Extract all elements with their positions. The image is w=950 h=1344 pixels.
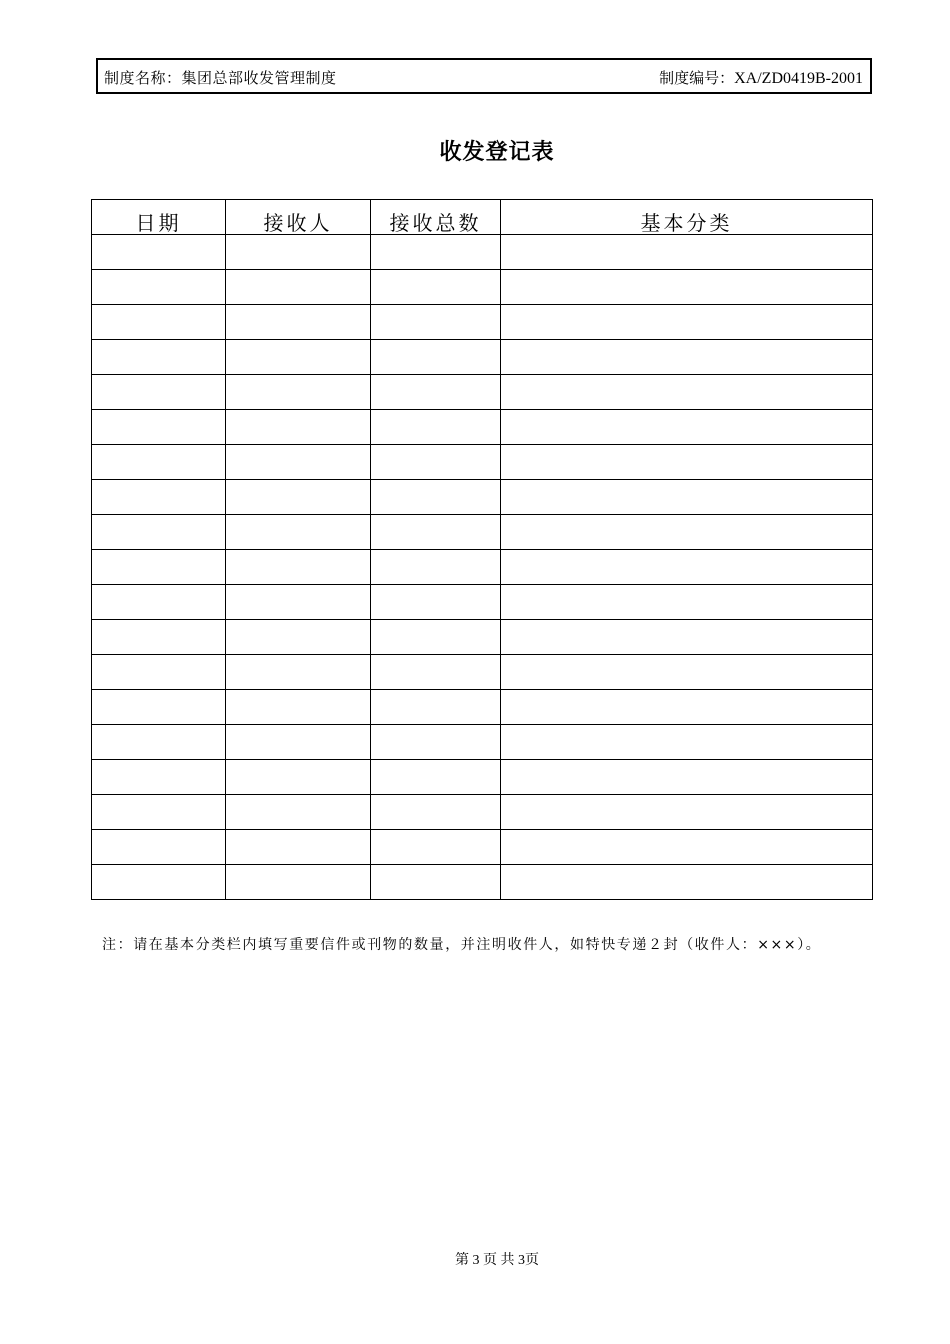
cell-receiver <box>226 725 371 760</box>
cell-category <box>501 620 873 655</box>
cell-date <box>92 760 226 795</box>
table-row <box>92 445 873 480</box>
cell-category <box>501 340 873 375</box>
cell-total <box>371 480 501 515</box>
cell-receiver <box>226 305 371 340</box>
cell-receiver <box>226 760 371 795</box>
cell-category <box>501 655 873 690</box>
table-row <box>92 655 873 690</box>
table-row <box>92 235 873 270</box>
document-header <box>96 58 872 94</box>
cell-category <box>501 725 873 760</box>
system-name: 制度名称：集团总部收发管理制度 <box>104 69 337 87</box>
cell-total <box>371 865 501 900</box>
cell-total <box>371 830 501 865</box>
cell-receiver <box>226 445 371 480</box>
table-note: 注：请在基本分类栏内填写重要信件或刊物的数量，并注明收件人，如特快专递２封（收件人：×××）。 <box>102 937 822 953</box>
cell-date <box>92 550 226 585</box>
cell-date <box>92 725 226 760</box>
cell-category <box>501 865 873 900</box>
cell-receiver <box>226 550 371 585</box>
system-code <box>659 67 863 88</box>
page-title: 收发登记表 <box>439 140 555 165</box>
cell-receiver <box>226 480 371 515</box>
cell-total <box>371 760 501 795</box>
cell-date <box>92 515 226 550</box>
cell-date <box>92 410 226 445</box>
cell-date <box>92 655 226 690</box>
table-row <box>92 270 873 305</box>
table-row <box>92 620 873 655</box>
system-code-value: XA/ZD0419B-2001 <box>734 70 863 87</box>
cell-receiver <box>226 655 371 690</box>
cell-total <box>371 340 501 375</box>
cell-category <box>501 830 873 865</box>
cell-total <box>371 445 501 480</box>
cell-date <box>92 620 226 655</box>
cell-category <box>501 760 873 795</box>
table-row <box>92 865 873 900</box>
column-header-date: 日期 <box>92 200 226 235</box>
cell-total <box>371 795 501 830</box>
table-header-row <box>92 200 873 235</box>
table-row <box>92 410 873 445</box>
page-footer: 第 3 页 共 3页 <box>455 1253 539 1268</box>
cell-category <box>501 585 873 620</box>
cell-total <box>371 375 501 410</box>
cell-total <box>371 270 501 305</box>
cell-receiver <box>226 620 371 655</box>
cell-receiver <box>226 270 371 305</box>
table-row <box>92 375 873 410</box>
cell-category <box>501 375 873 410</box>
table-row <box>92 830 873 865</box>
table-row <box>92 305 873 340</box>
cell-date <box>92 585 226 620</box>
cell-category <box>501 235 873 270</box>
table-row <box>92 690 873 725</box>
cell-category <box>501 795 873 830</box>
table-row <box>92 550 873 585</box>
cell-date <box>92 445 226 480</box>
cell-receiver <box>226 410 371 445</box>
cell-date <box>92 795 226 830</box>
cell-category <box>501 690 873 725</box>
cell-date <box>92 690 226 725</box>
cell-total <box>371 235 501 270</box>
cell-total <box>371 550 501 585</box>
cell-date <box>92 865 226 900</box>
cell-receiver <box>226 795 371 830</box>
cell-receiver <box>226 830 371 865</box>
cell-date <box>92 830 226 865</box>
table-body <box>92 235 873 900</box>
cell-category <box>501 515 873 550</box>
cell-date <box>92 375 226 410</box>
table-row <box>92 515 873 550</box>
cell-category <box>501 270 873 305</box>
table-row <box>92 760 873 795</box>
table-row <box>92 340 873 375</box>
cell-total <box>371 620 501 655</box>
cell-receiver <box>226 515 371 550</box>
cell-receiver <box>226 865 371 900</box>
cell-date <box>92 235 226 270</box>
cell-category <box>501 305 873 340</box>
register-table <box>91 199 873 900</box>
cell-total <box>371 725 501 760</box>
table-row <box>92 480 873 515</box>
cell-category <box>501 550 873 585</box>
cell-receiver <box>226 585 371 620</box>
cell-category <box>501 480 873 515</box>
cell-date <box>92 270 226 305</box>
cell-total <box>371 515 501 550</box>
cell-total <box>371 410 501 445</box>
cell-receiver <box>226 235 371 270</box>
cell-receiver <box>226 690 371 725</box>
column-header-total: 接收总数 <box>371 200 501 235</box>
system-code-label: 制度编号： <box>659 69 735 87</box>
cell-total <box>371 585 501 620</box>
cell-category <box>501 445 873 480</box>
table-row <box>92 585 873 620</box>
column-header-receiver: 接收人 <box>226 200 371 235</box>
cell-date <box>92 340 226 375</box>
cell-receiver <box>226 375 371 410</box>
cell-date <box>92 305 226 340</box>
cell-total <box>371 305 501 340</box>
cell-date <box>92 480 226 515</box>
cell-receiver <box>226 340 371 375</box>
cell-category <box>501 410 873 445</box>
cell-total <box>371 690 501 725</box>
column-header-category: 基本分类 <box>501 200 873 235</box>
cell-total <box>371 655 501 690</box>
table-row <box>92 725 873 760</box>
table-row <box>92 795 873 830</box>
